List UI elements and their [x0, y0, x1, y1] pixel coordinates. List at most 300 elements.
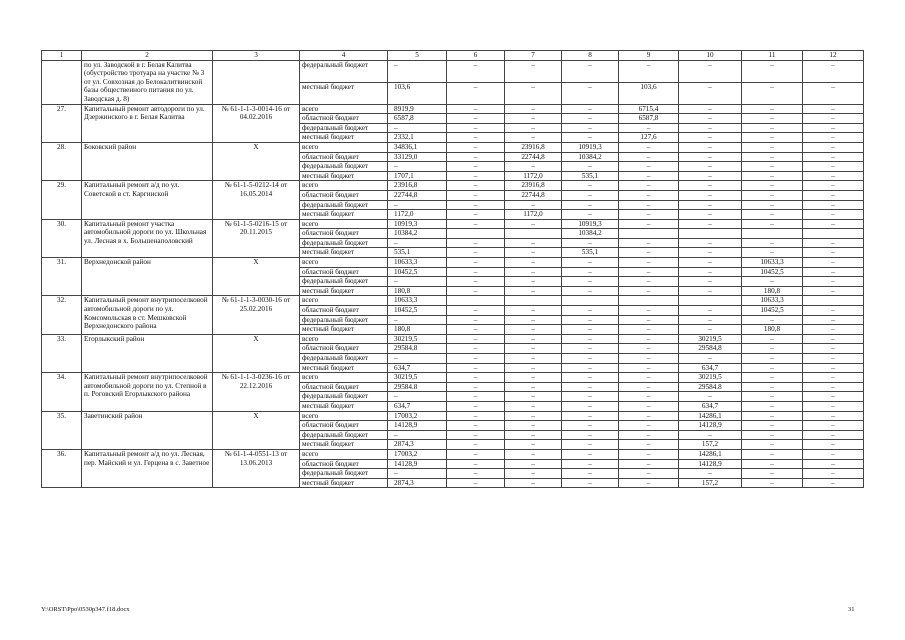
amount-cell: – — [742, 219, 803, 229]
amount-cell: – — [619, 162, 679, 172]
row-number — [42, 60, 82, 104]
amount-cell: – — [505, 133, 562, 143]
row-number: 33. — [42, 334, 82, 372]
amount-cell: – — [505, 449, 562, 459]
amount-cell: – — [619, 344, 679, 354]
object-name: Капитальный ремонт а/д по ул. Лесная, пер. Майский и ул. Герцена в с. Заветное — [82, 449, 213, 487]
funding-source: федеральный бюджет — [300, 162, 388, 172]
amount-cell: – — [679, 82, 742, 104]
amount-cell: – — [742, 248, 803, 258]
funding-source: всего — [300, 104, 388, 114]
object-name: Капитальный ремонт участка автомобильной дороги по ул. Школьная ул. Лесная в х. Большенаполовский — [82, 219, 213, 257]
amount-cell: – — [447, 286, 505, 296]
amount-cell: – — [447, 219, 505, 229]
amount-cell: 34836,1 — [388, 142, 447, 152]
amount-cell: – — [562, 200, 619, 210]
column-header: 8 — [562, 51, 619, 61]
amount-cell: – — [447, 382, 505, 392]
amount-cell — [447, 296, 505, 306]
file-path: Y:\ORST\Ppo\0530p347.f18.docx — [41, 606, 130, 613]
document-ref: X — [213, 411, 300, 449]
amount-cell: – — [619, 440, 679, 450]
amount-cell: – — [447, 181, 505, 191]
column-header: 9 — [619, 51, 679, 61]
amount-cell: – — [742, 162, 803, 172]
funding-source: местный бюджет — [300, 325, 388, 335]
amount-cell: 634,7 — [679, 363, 742, 373]
document-ref: № 61-1-5-0216-15 от 20.11.2015 — [213, 219, 300, 257]
amount-cell: – — [803, 315, 864, 325]
amount-cell: – — [679, 248, 742, 258]
amount-cell: – — [619, 190, 679, 200]
amount-cell: – — [803, 344, 864, 354]
amount-cell: – — [803, 142, 864, 152]
amount-cell: 10452,5 — [388, 267, 447, 277]
amount-cell: – — [562, 354, 619, 364]
amount-cell: – — [447, 325, 505, 335]
amount-cell: – — [742, 171, 803, 181]
row-number: 27. — [42, 104, 82, 142]
amount-cell: 22744,8 — [388, 190, 447, 200]
object-name: Боковский район — [82, 142, 213, 180]
amount-cell: – — [679, 238, 742, 248]
amount-cell: – — [388, 315, 447, 325]
amount-cell: – — [505, 219, 562, 229]
funding-source: федеральный бюджет — [300, 430, 388, 440]
object-name: Капитальный ремонт автодороги по ул. Дзержинского в г. Белая Калитва — [82, 104, 213, 142]
amount-cell: – — [447, 315, 505, 325]
amount-cell: – — [562, 392, 619, 402]
amount-cell: – — [679, 267, 742, 277]
amount-cell: – — [742, 430, 803, 440]
amount-cell: – — [619, 430, 679, 440]
amount-cell: – — [562, 401, 619, 411]
amount-cell: – — [619, 315, 679, 325]
amount-cell: – — [505, 258, 562, 268]
amount-cell: – — [505, 277, 562, 287]
funding-source: местный бюджет — [300, 363, 388, 373]
amount-cell: – — [388, 162, 447, 172]
funding-source: федеральный бюджет — [300, 60, 388, 82]
amount-cell: – — [388, 354, 447, 364]
amount-cell: – — [679, 315, 742, 325]
amount-cell: – — [447, 190, 505, 200]
amount-cell — [619, 229, 679, 239]
column-header: 10 — [679, 51, 742, 61]
amount-cell: – — [803, 267, 864, 277]
row-number: 31. — [42, 258, 82, 296]
amount-cell: – — [803, 238, 864, 248]
amount-cell: – — [562, 411, 619, 421]
document-ref: X — [213, 142, 300, 180]
amount-cell: – — [388, 392, 447, 402]
amount-cell: 10633,3 — [388, 296, 447, 306]
amount-cell: – — [679, 60, 742, 82]
amount-cell: – — [619, 219, 679, 229]
amount-cell: – — [447, 354, 505, 364]
amount-cell: – — [742, 190, 803, 200]
funding-source: местный бюджет — [300, 248, 388, 258]
amount-cell: – — [505, 306, 562, 316]
amount-cell — [447, 229, 505, 239]
amount-cell: – — [619, 60, 679, 82]
amount-cell: – — [803, 440, 864, 450]
amount-cell: – — [562, 334, 619, 344]
amount-cell: 535,1 — [562, 171, 619, 181]
amount-cell: – — [505, 286, 562, 296]
amount-cell: 180,8 — [388, 286, 447, 296]
amount-cell: – — [803, 219, 864, 229]
amount-cell: – — [619, 258, 679, 268]
amount-cell: 10633,3 — [388, 258, 447, 268]
row-number: 35. — [42, 411, 82, 449]
amount-cell: 2874,3 — [388, 440, 447, 450]
amount-cell: – — [742, 344, 803, 354]
amount-cell: – — [447, 334, 505, 344]
amount-cell: – — [562, 210, 619, 220]
amount-cell: – — [803, 421, 864, 431]
amount-cell: – — [742, 449, 803, 459]
funding-source: областной бюджет — [300, 344, 388, 354]
amount-cell: – — [562, 258, 619, 268]
amount-cell: – — [803, 478, 864, 488]
amount-cell: – — [505, 469, 562, 479]
amount-cell: – — [742, 181, 803, 191]
funding-source: всего — [300, 449, 388, 459]
amount-cell: – — [562, 123, 619, 133]
amount-cell: – — [619, 152, 679, 162]
amount-cell: 535,1 — [388, 248, 447, 258]
funding-source: федеральный бюджет — [300, 238, 388, 248]
amount-cell: – — [562, 104, 619, 114]
amount-cell: – — [447, 200, 505, 210]
amount-cell: – — [803, 469, 864, 479]
amount-cell: – — [447, 114, 505, 124]
document-ref: № 61-1-1-3-0014-16 от 04.02.2016 — [213, 104, 300, 142]
amount-cell: 14286,1 — [679, 411, 742, 421]
budget-table — [41, 50, 864, 488]
amount-cell: – — [742, 142, 803, 152]
funding-source: местный бюджет — [300, 82, 388, 104]
row-number: 28. — [42, 142, 82, 180]
amount-cell: – — [679, 162, 742, 172]
amount-cell: – — [803, 248, 864, 258]
amount-cell: – — [619, 248, 679, 258]
amount-cell: – — [562, 459, 619, 469]
table-row — [42, 60, 864, 82]
amount-cell: – — [505, 325, 562, 335]
column-header: 2 — [82, 51, 213, 61]
amount-cell — [679, 296, 742, 306]
amount-cell: 1172,0 — [505, 171, 562, 181]
amount-cell: – — [803, 82, 864, 104]
amount-cell: 1707,1 — [388, 171, 447, 181]
amount-cell: 180,8 — [742, 286, 803, 296]
amount-cell: – — [803, 354, 864, 364]
amount-cell: – — [803, 114, 864, 124]
funding-source: федеральный бюджет — [300, 469, 388, 479]
funding-source: федеральный бюджет — [300, 123, 388, 133]
amount-cell: – — [447, 210, 505, 220]
amount-cell: – — [447, 248, 505, 258]
amount-cell: – — [619, 459, 679, 469]
amount-cell: – — [562, 373, 619, 383]
amount-cell: – — [803, 162, 864, 172]
column-header: 3 — [213, 51, 300, 61]
amount-cell: – — [803, 210, 864, 220]
amount-cell: – — [619, 401, 679, 411]
amount-cell: – — [447, 152, 505, 162]
amount-cell: – — [447, 421, 505, 431]
table-row — [42, 104, 864, 114]
amount-cell: – — [447, 440, 505, 450]
amount-cell: – — [742, 334, 803, 344]
amount-cell: – — [679, 469, 742, 479]
column-header: 12 — [803, 51, 864, 61]
amount-cell: – — [562, 133, 619, 143]
amount-cell: 14128,9 — [388, 459, 447, 469]
object-name: Капитальный ремонт внутрипоселковой автомобильной дороги по ул. Комсомольская в ст. Мешковской Верхнедонского района — [82, 296, 213, 334]
row-number: 36. — [42, 449, 82, 487]
amount-cell: – — [619, 142, 679, 152]
document-ref: № 61-1-1-3-0236-16 от 22.12.2016 — [213, 373, 300, 411]
amount-cell: – — [619, 382, 679, 392]
amount-cell: – — [619, 392, 679, 402]
amount-cell: 17003,2 — [388, 449, 447, 459]
amount-cell: – — [679, 219, 742, 229]
amount-cell: – — [742, 114, 803, 124]
amount-cell: – — [562, 344, 619, 354]
funding-source: местный бюджет — [300, 401, 388, 411]
funding-source: областной бюджет — [300, 267, 388, 277]
amount-cell: – — [679, 114, 742, 124]
amount-cell: 22744,8 — [505, 152, 562, 162]
funding-source: областной бюджет — [300, 114, 388, 124]
amount-cell: – — [619, 469, 679, 479]
row-number: 34. — [42, 373, 82, 411]
amount-cell: 29584,8 — [388, 344, 447, 354]
amount-cell: – — [562, 469, 619, 479]
amount-cell: – — [505, 248, 562, 258]
amount-cell: – — [803, 401, 864, 411]
amount-cell: – — [679, 133, 742, 143]
amount-cell: – — [679, 210, 742, 220]
table-row — [42, 219, 864, 229]
funding-source: федеральный бюджет — [300, 200, 388, 210]
amount-cell: 180,8 — [742, 325, 803, 335]
amount-cell: – — [803, 286, 864, 296]
amount-cell: – — [803, 200, 864, 210]
row-number: 30. — [42, 219, 82, 257]
amount-cell: 8919,9 — [388, 104, 447, 114]
amount-cell: – — [803, 123, 864, 133]
amount-cell: – — [447, 277, 505, 287]
funding-source: областной бюджет — [300, 229, 388, 239]
amount-cell: – — [562, 60, 619, 82]
amount-cell: – — [505, 238, 562, 248]
amount-cell: 1172,0 — [505, 210, 562, 220]
amount-cell: – — [562, 181, 619, 191]
table-row — [42, 411, 864, 421]
object-name: Егорлыкский район — [82, 334, 213, 372]
amount-cell: – — [679, 430, 742, 440]
amount-cell: – — [619, 200, 679, 210]
funding-source: всего — [300, 181, 388, 191]
amount-cell: – — [562, 478, 619, 488]
amount-cell: – — [679, 190, 742, 200]
amount-cell: – — [447, 142, 505, 152]
amount-cell: – — [388, 430, 447, 440]
amount-cell: – — [679, 354, 742, 364]
amount-cell: – — [447, 344, 505, 354]
amount-cell: 103,6 — [619, 82, 679, 104]
amount-cell: – — [803, 373, 864, 383]
amount-cell: – — [447, 430, 505, 440]
amount-cell: – — [679, 325, 742, 335]
amount-cell: – — [505, 392, 562, 402]
amount-cell: – — [619, 373, 679, 383]
amount-cell: 180,8 — [388, 325, 447, 335]
funding-source: всего — [300, 296, 388, 306]
amount-cell: – — [679, 152, 742, 162]
amount-cell: – — [447, 392, 505, 402]
amount-cell: – — [803, 181, 864, 191]
funding-source: всего — [300, 411, 388, 421]
amount-cell: – — [742, 363, 803, 373]
amount-cell: – — [803, 449, 864, 459]
funding-source: всего — [300, 258, 388, 268]
amount-cell: – — [803, 382, 864, 392]
amount-cell: – — [388, 123, 447, 133]
amount-cell: 634,7 — [388, 363, 447, 373]
amount-cell: – — [447, 123, 505, 133]
amount-cell: – — [619, 267, 679, 277]
amount-cell: – — [803, 459, 864, 469]
amount-cell: – — [742, 354, 803, 364]
amount-cell: – — [447, 133, 505, 143]
amount-cell: – — [505, 411, 562, 421]
amount-cell: – — [562, 162, 619, 172]
amount-cell: – — [447, 162, 505, 172]
funding-source: всего — [300, 334, 388, 344]
amount-cell: – — [447, 267, 505, 277]
amount-cell: – — [388, 200, 447, 210]
amount-cell: – — [742, 382, 803, 392]
amount-cell: – — [742, 411, 803, 421]
amount-cell: – — [447, 373, 505, 383]
amount-cell: 30219,5 — [679, 373, 742, 383]
amount-cell: – — [447, 258, 505, 268]
amount-cell: – — [388, 469, 447, 479]
amount-cell: – — [619, 286, 679, 296]
amount-cell: – — [742, 133, 803, 143]
amount-cell: – — [505, 440, 562, 450]
amount-cell — [505, 229, 562, 239]
amount-cell: 29584,8 — [679, 344, 742, 354]
amount-cell: 10919,3 — [562, 219, 619, 229]
amount-cell: – — [447, 449, 505, 459]
amount-cell: – — [803, 277, 864, 287]
amount-cell: 30219,5 — [679, 334, 742, 344]
page-number: 31 — [848, 606, 855, 613]
amount-cell: – — [447, 363, 505, 373]
funding-source: федеральный бюджет — [300, 392, 388, 402]
amount-cell: 22744,8 — [505, 190, 562, 200]
amount-cell: – — [505, 430, 562, 440]
amount-cell: – — [447, 60, 505, 82]
amount-cell: – — [679, 200, 742, 210]
amount-cell: 10452,5 — [742, 306, 803, 316]
amount-cell: – — [803, 363, 864, 373]
amount-cell: – — [679, 123, 742, 133]
amount-cell: 634,7 — [388, 401, 447, 411]
funding-source: областной бюджет — [300, 459, 388, 469]
funding-source: местный бюджет — [300, 210, 388, 220]
document-ref: X — [213, 334, 300, 372]
amount-cell: 157,2 — [679, 440, 742, 450]
table-row — [42, 334, 864, 344]
funding-source: федеральный бюджет — [300, 277, 388, 287]
amount-cell: – — [505, 82, 562, 104]
amount-cell: – — [447, 469, 505, 479]
amount-cell: 10452,5 — [742, 267, 803, 277]
amount-cell: 14286,1 — [679, 449, 742, 459]
amount-cell: 33129,0 — [388, 152, 447, 162]
funding-source: местный бюджет — [300, 171, 388, 181]
amount-cell: – — [505, 114, 562, 124]
document-ref: № 61-1-5-0212-14 от 16.05.2014 — [213, 181, 300, 219]
funding-source: всего — [300, 219, 388, 229]
amount-cell: – — [562, 325, 619, 335]
amount-cell: – — [505, 459, 562, 469]
amount-cell: – — [619, 449, 679, 459]
amount-cell: 10452,5 — [388, 306, 447, 316]
amount-cell: – — [388, 238, 447, 248]
table-row — [42, 296, 864, 306]
amount-cell: – — [388, 60, 447, 82]
amount-cell: – — [803, 171, 864, 181]
amount-cell: – — [505, 267, 562, 277]
funding-source: областной бюджет — [300, 421, 388, 431]
amount-cell: – — [803, 306, 864, 316]
amount-cell: – — [619, 171, 679, 181]
amount-cell: 103,6 — [388, 82, 447, 104]
table-row — [42, 258, 864, 268]
amount-cell: 10633,3 — [742, 296, 803, 306]
amount-cell: – — [505, 104, 562, 114]
amount-cell: – — [679, 306, 742, 316]
amount-cell: – — [505, 334, 562, 344]
amount-cell: – — [742, 373, 803, 383]
funding-source: всего — [300, 142, 388, 152]
amount-cell: – — [447, 171, 505, 181]
amount-cell: 14128,9 — [388, 421, 447, 431]
document-ref: № 61-1-4-0551-13 от 13.06.2013 — [213, 449, 300, 487]
amount-cell: – — [619, 421, 679, 431]
amount-cell: – — [505, 162, 562, 172]
amount-cell: – — [679, 258, 742, 268]
amount-cell: – — [742, 82, 803, 104]
amount-cell — [679, 229, 742, 239]
amount-cell: – — [679, 171, 742, 181]
amount-cell: – — [505, 315, 562, 325]
amount-cell: 10633,3 — [742, 258, 803, 268]
amount-cell: – — [447, 82, 505, 104]
amount-cell: – — [803, 60, 864, 82]
amount-cell: 535,1 — [562, 248, 619, 258]
amount-cell — [619, 296, 679, 306]
amount-cell: – — [562, 315, 619, 325]
